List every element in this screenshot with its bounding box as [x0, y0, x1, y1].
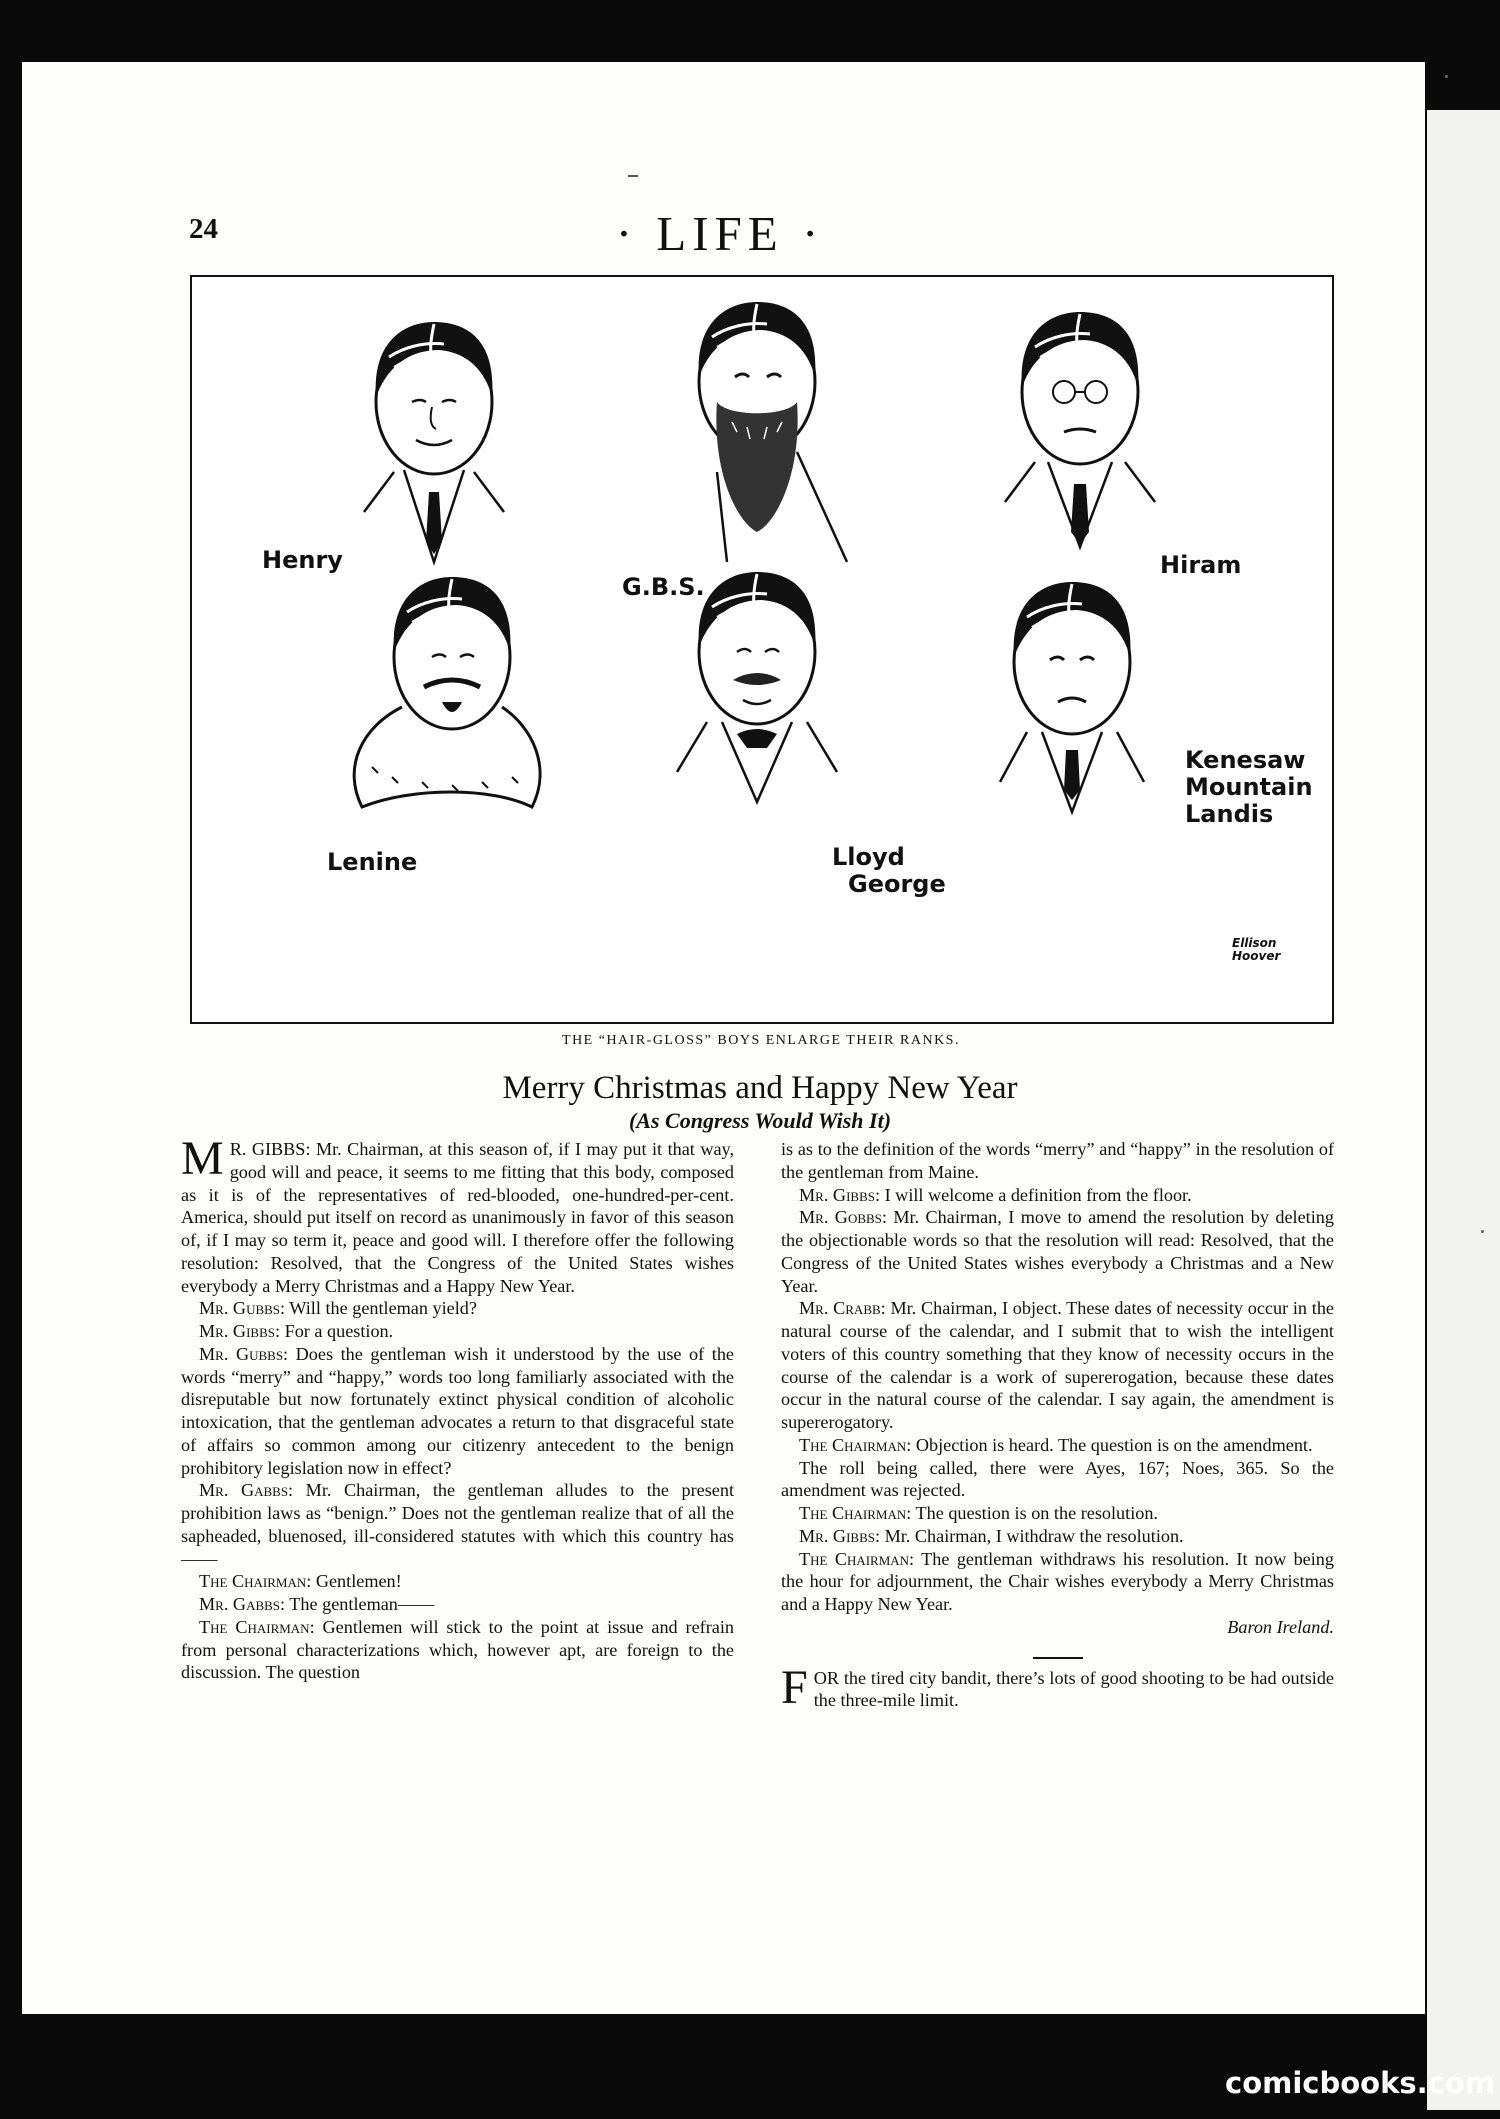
artist-signature: Ellison Hoover: [1232, 936, 1281, 963]
paragraph: The roll being called, there were Ayes, 167; Noes, 365. So the amendment was rejected.: [781, 1457, 1334, 1501]
paragraph: Mr. Gubbs: Will the gentleman yield?: [199, 1298, 477, 1319]
print-mark: [628, 175, 638, 177]
paragraph: The Chairman: The question is on the resolution.: [799, 1503, 1158, 1523]
article-title: Merry Christmas and Happy New Year: [502, 1070, 1018, 1106]
caricature-drawings: [192, 277, 1332, 1022]
article-column-left: [181, 1132, 734, 1684]
label-hiram: Hiram: [1160, 551, 1242, 579]
article-subtitle: (As Congress Would Wish It): [628, 1108, 892, 1133]
paragraph: M R. GIBBS: Mr. Chairman, at this season of, if I may put it that way, good will and peace, it seems to me fitting that this body, composed as it is of the representatives of red-blooded, one-hundred-per-cent. America, should put itself on record as unanimously in favor of this season of, if I may so term it, peace and good will. I therefore offer the following resolution: Resolved, that the Congress of the United States wishes everybody a Merry Christmas and a Happy New Year.: [181, 1132, 734, 1296]
paragraph: Mr. Crabb: Mr. Chairman, I object. These dates of necessity occur in the natural course of the calendar, and I submit that to wish the intelligent voters of this country something that they know of necessity occurs in the course of the calendar is a work of supererogation, because these dates occur in the natural course of the calendar. I say again, the amendment is supererogatory.: [781, 1298, 1334, 1432]
henry-caricature: [364, 322, 504, 562]
paragraph: The Chairman: The gentleman withdraws his resolution. It now being the hour for adjournment, the Chair wishes everybody a Merry Christmas and a Happy New Year.: [781, 1548, 1334, 1614]
paragraph: The Chairman: Gentlemen!: [199, 1571, 402, 1592]
paragraph: Mr. Gabbs: Mr. Chairman, the gentleman alludes to the present prohibition laws as “benign.” Does not the gentleman realize that of all the sapheaded, bluenosed, ill-considered statutes with which this country has——: [181, 1480, 734, 1569]
divider-rule: [1033, 1657, 1083, 1659]
label-henry: Henry: [262, 546, 343, 574]
lloyd-george-caricature: [677, 572, 837, 802]
cartoon-illustration: [190, 275, 1334, 1024]
paragraph: Mr. Gibbs: For a question.: [199, 1321, 394, 1341]
label-gbs: G.B.S.: [622, 573, 705, 601]
filler-paragraph: FOR the tired city bandit, there’s lots of good shooting to be had outside the three-mile limit.: [781, 1660, 1334, 1714]
paragraph: The Chairman: Gentlemen will stick to the point at issue and refrain from personal characterizations which, however apt, are foreign to the discussion. The question: [181, 1616, 734, 1683]
hiram-caricature: [1005, 312, 1155, 547]
label-lenine: Lenine: [327, 848, 418, 876]
gbs-caricature: [699, 302, 847, 562]
paragraph: Mr. Gabbs: The gentleman——: [199, 1594, 435, 1614]
label-landis: Kenesaw Mountain Landis: [1185, 746, 1313, 828]
paragraph: is as to the definition of the words “merry” and “happy” in the resolution of the gentleman from Maine.: [781, 1139, 1334, 1182]
lenine-caricature: [354, 577, 540, 807]
scan-speck: [1445, 75, 1448, 78]
facing-page-edge: [1427, 110, 1500, 2110]
paragraph: Mr. Gibbs: I will welcome a definition from the floor.: [799, 1184, 1192, 1205]
article-column-right: [781, 1138, 1334, 1712]
illustration-caption: THE “HAIR-GLOSS” BOYS ENLARGE THEIR RANKS.: [562, 1033, 960, 1048]
paragraph: The Chairman: Objection is heard. The question is on the amendment.: [799, 1434, 1313, 1455]
watermark: comicbooks.com: [1225, 2066, 1495, 2100]
label-lloyd-george: Lloyd George: [832, 843, 946, 898]
paragraph: Mr. Gubbs: Does the gentleman wish it understood by the use of the words “merry” and “happy,” words too long familiarly associated with the disreputable but now fortunately extinct physical condition of alcoholic intoxication, that the gentleman advocates a return to that disgraceful state of affairs so common among our citizenry antecedent to the benign prohibitory legislation now in effect?: [181, 1343, 734, 1478]
paragraph: Mr. Gobbs: Mr. Chairman, I move to amend the resolution by deleting the objectionable words so that the resolution will read: Resolved, that the Congress of the United States wishes everybody a Christmas and a New Year.: [781, 1207, 1334, 1296]
masthead: · LIFE ·: [615, 206, 825, 261]
scan-speck: [1481, 1230, 1484, 1233]
paragraph: Mr. Gibbs: Mr. Chairman, I withdraw the resolution.: [799, 1525, 1184, 1546]
page-number: 24: [189, 213, 218, 245]
landis-caricature: [1000, 582, 1144, 812]
article-byline: Baron Ireland.: [1227, 1616, 1334, 1637]
